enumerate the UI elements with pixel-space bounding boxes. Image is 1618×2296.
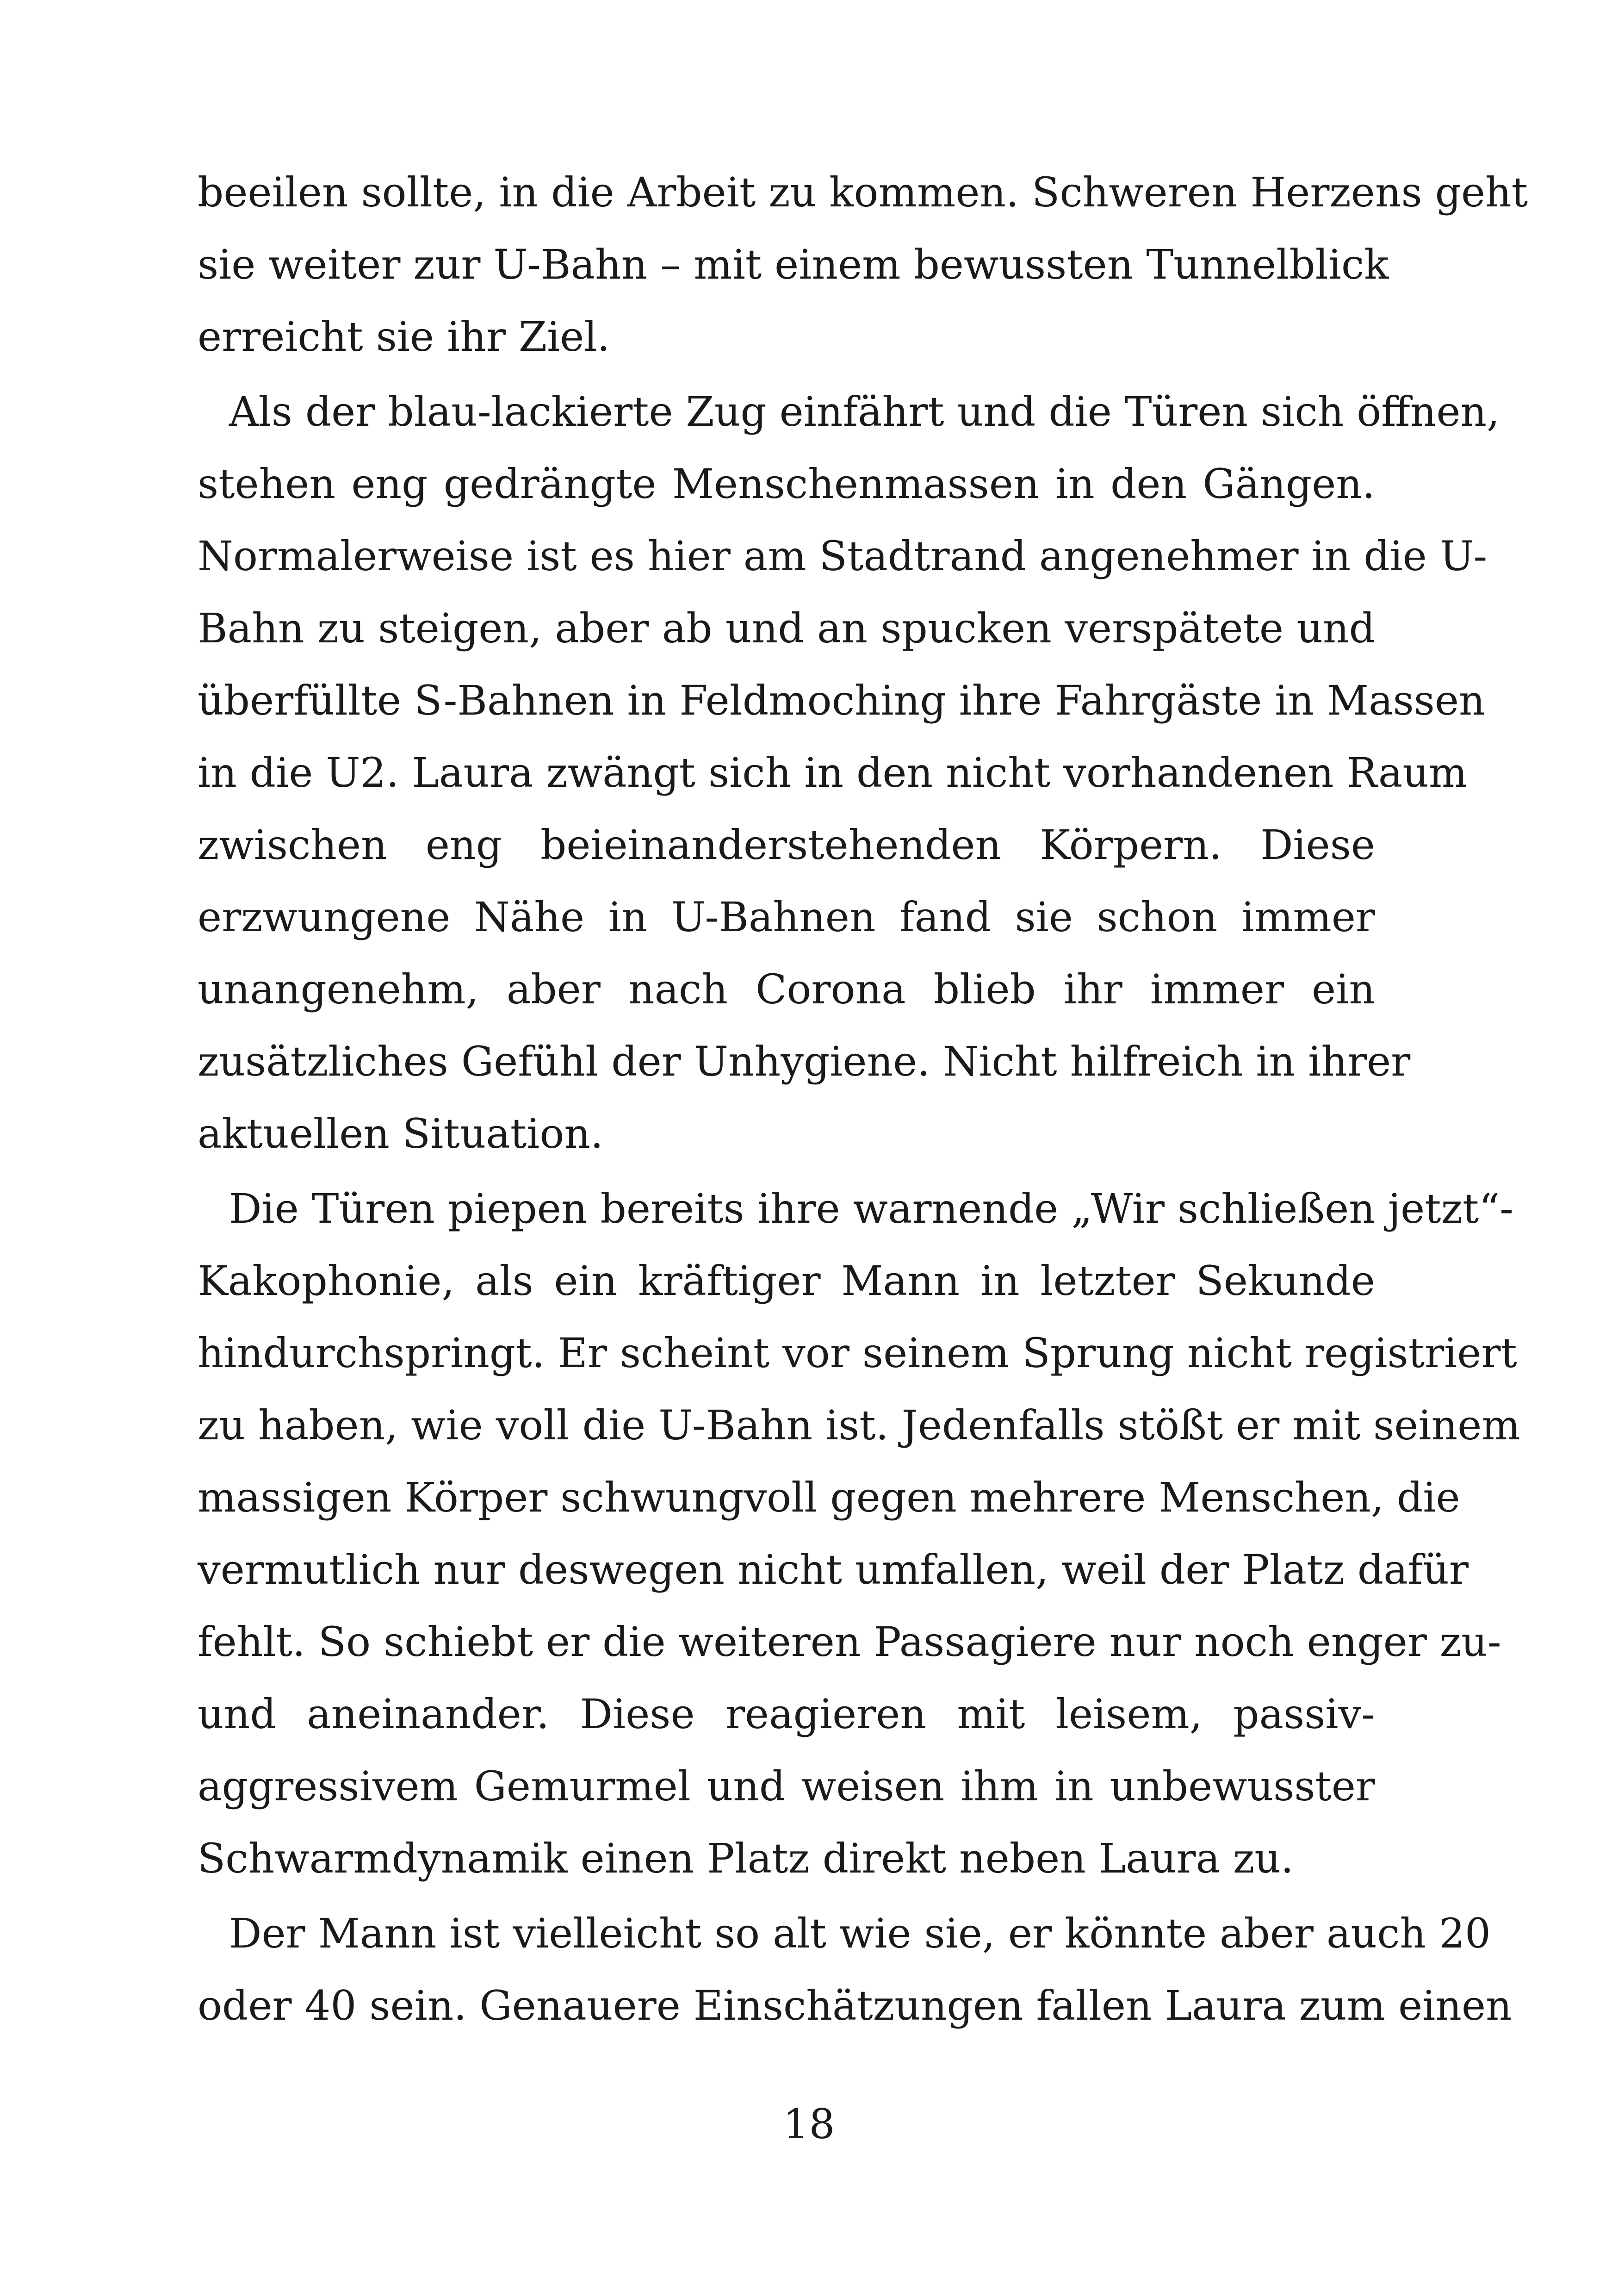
text-line: Die Türen piepen bereits ihre warnende „Wir schließen jetzt“- bbox=[229, 1185, 1514, 1232]
page-number: 18 bbox=[783, 2100, 835, 2148]
text-line: unangenehm, aber nach Corona blieb ihr immer ein bbox=[198, 965, 1375, 1013]
text-line: beeilen sollte, in die Arbeit zu kommen. Schweren Herzens geht bbox=[198, 168, 1528, 216]
paragraph bbox=[198, 1898, 1512, 2042]
text-line: überfüllte S-Bahnen in Feldmoching ihre Fahrgäste in Massen bbox=[198, 677, 1485, 724]
text-line: Als der blau-lackierte Zug einfährt und die Türen sich öffnen, bbox=[229, 388, 1500, 436]
text-line: zwischen eng beieinanderstehenden Körpern. Diese bbox=[198, 821, 1375, 869]
text-line: sie weiter zur U-Bahn – mit einem bewussten Tunnelblick bbox=[198, 241, 1389, 288]
text-line: zusätzliches Gefühl der Unhygiene. Nicht hilfreich in ihrer bbox=[198, 1038, 1411, 1085]
text-line: Kakophonie, als ein kräftiger Mann in letzter Sekunde bbox=[198, 1257, 1375, 1305]
text-line: Der Mann ist vielleicht so alt wie sie, er könnte aber auch 20 bbox=[229, 1910, 1491, 1957]
text-line: und aneinander. Diese reagieren mit leisem, passiv- bbox=[198, 1690, 1375, 1738]
paragraph bbox=[198, 376, 1500, 1170]
text-line: zu haben, wie voll die U-Bahn ist. Jedenfalls stößt er mit seinem bbox=[198, 1401, 1520, 1449]
text-line: aktuellen Situation. bbox=[198, 1110, 603, 1157]
paragraph bbox=[198, 156, 1528, 373]
text-line: erzwungene Nähe in U-Bahnen fand sie schon immer bbox=[198, 893, 1375, 941]
text-line: erreicht sie ihr Ziel. bbox=[198, 313, 610, 361]
text-line: Schwarmdynamik einen Platz direkt neben Laura zu. bbox=[198, 1835, 1294, 1882]
text-line: aggressivem Gemurmel und weisen ihm in unbewusster bbox=[198, 1762, 1375, 1810]
text-line: Bahn zu steigen, aber ab und an spucken verspätete und bbox=[198, 604, 1375, 652]
text-line: vermutlich nur deswegen nicht umfallen, weil der Platz dafür bbox=[198, 1546, 1469, 1593]
text-line: in die U2. Laura zwängt sich in den nicht vorhandenen Raum bbox=[198, 749, 1468, 796]
text-line: fehlt. So schiebt er die weiteren Passagiere nur noch enger zu- bbox=[198, 1618, 1501, 1666]
text-line: massigen Körper schwungvoll gegen mehrere Menschen, die bbox=[198, 1474, 1460, 1521]
body-text bbox=[198, 156, 1528, 2042]
text-line: stehen eng gedrängte Menschenmassen in den Gängen. bbox=[198, 460, 1375, 508]
text-line: oder 40 sein. Genauere Einschätzungen fallen Laura zum einen bbox=[198, 1982, 1512, 2029]
text-line: Normalerweise ist es hier am Stadtrand angenehmer in die U- bbox=[198, 532, 1488, 580]
text-line: hindurchspringt. Er scheint vor seinem Sprung nicht registriert bbox=[198, 1329, 1517, 1377]
paragraph bbox=[198, 1173, 1520, 1895]
